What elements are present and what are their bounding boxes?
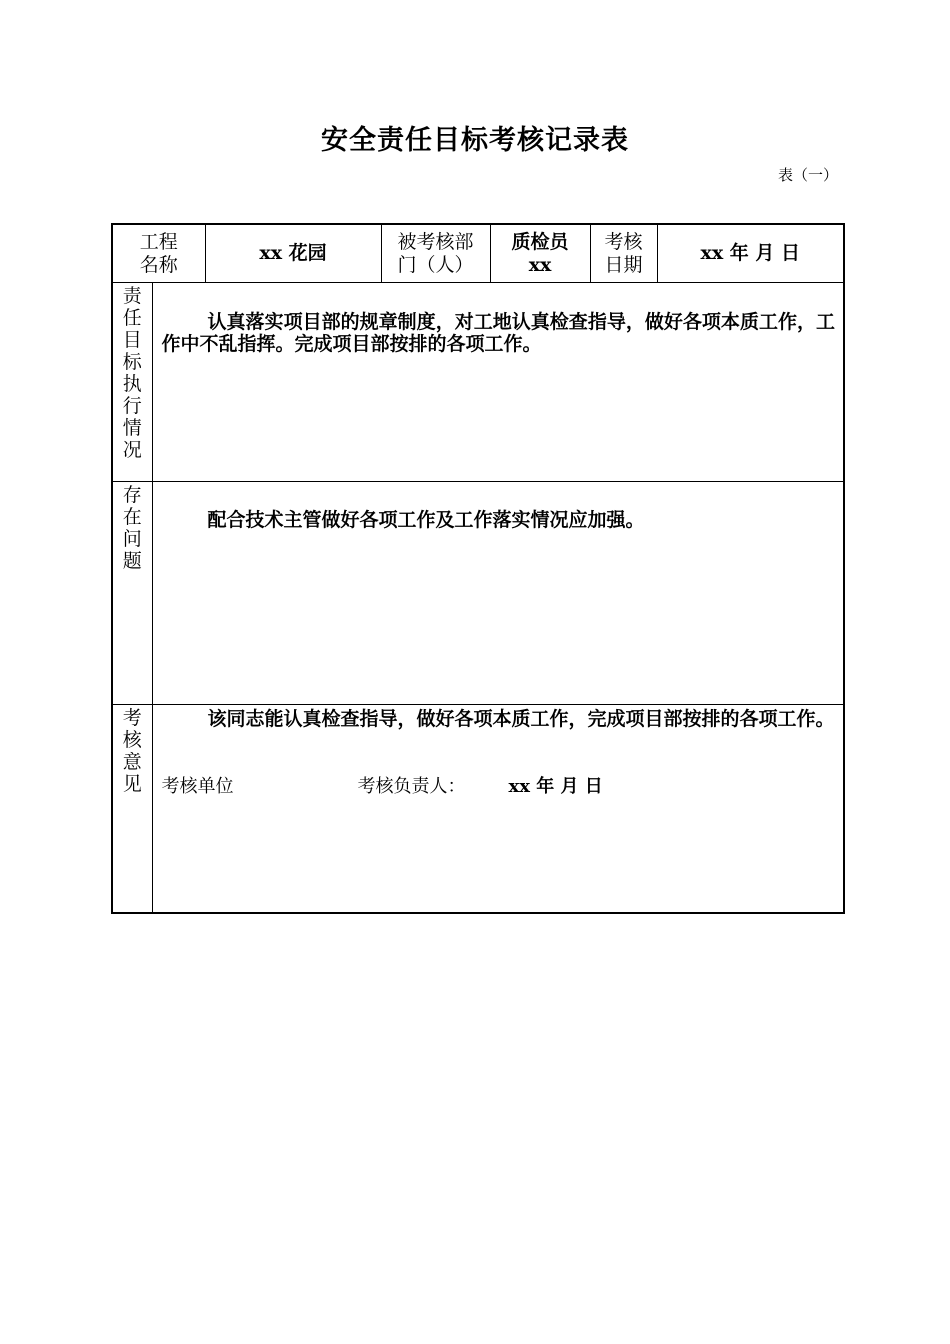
- assessment-date-value: xx 年 月 日: [657, 224, 844, 283]
- signature-date: xx 年 月 日: [508, 776, 603, 797]
- header-row: [112, 224, 844, 283]
- assessed-person-value: 质检员 xx: [490, 224, 590, 283]
- execution-content: [152, 283, 844, 482]
- execution-row: [112, 283, 844, 482]
- responsible-person-label: 考核负责人：: [357, 776, 466, 797]
- execution-text: 认真落实项目部的规章制度，对工地认真检查指导，做好各项本质工作，工作中不乱指挥。完成项目部按排的各项工作。: [161, 311, 836, 355]
- opinion-label: 考 核 意 见: [112, 705, 152, 913]
- problems-label: 存 在 问 题: [112, 482, 152, 705]
- opinion-text: 该同志能认真检查指导，做好各项本质工作，完成项目部按排的各项工作。: [207, 708, 835, 730]
- form-title: 安全责任目标考核记录表: [321, 125, 629, 156]
- assessment-date-label: 考核 日期: [590, 224, 657, 283]
- assessment-unit-label: 考核单位: [161, 776, 234, 797]
- opinion-row: [112, 705, 844, 913]
- execution-label: 责 任 目 标 执 行 情 况: [112, 283, 152, 482]
- problems-content: [152, 482, 844, 705]
- signature-line: [162, 776, 836, 800]
- problems-row: [112, 482, 844, 705]
- problems-text: 配合技术主管做好各项工作及工作落实情况应加强。: [207, 509, 645, 531]
- project-name-label: 工程 名称: [112, 224, 205, 283]
- opinion-content: [152, 705, 844, 913]
- form-number: 表（一）: [777, 166, 838, 184]
- project-name-value: xx 花园: [205, 224, 381, 283]
- assessment-table: [111, 223, 845, 914]
- assessed-dept-label: 被考核部 门（人）: [381, 224, 490, 283]
